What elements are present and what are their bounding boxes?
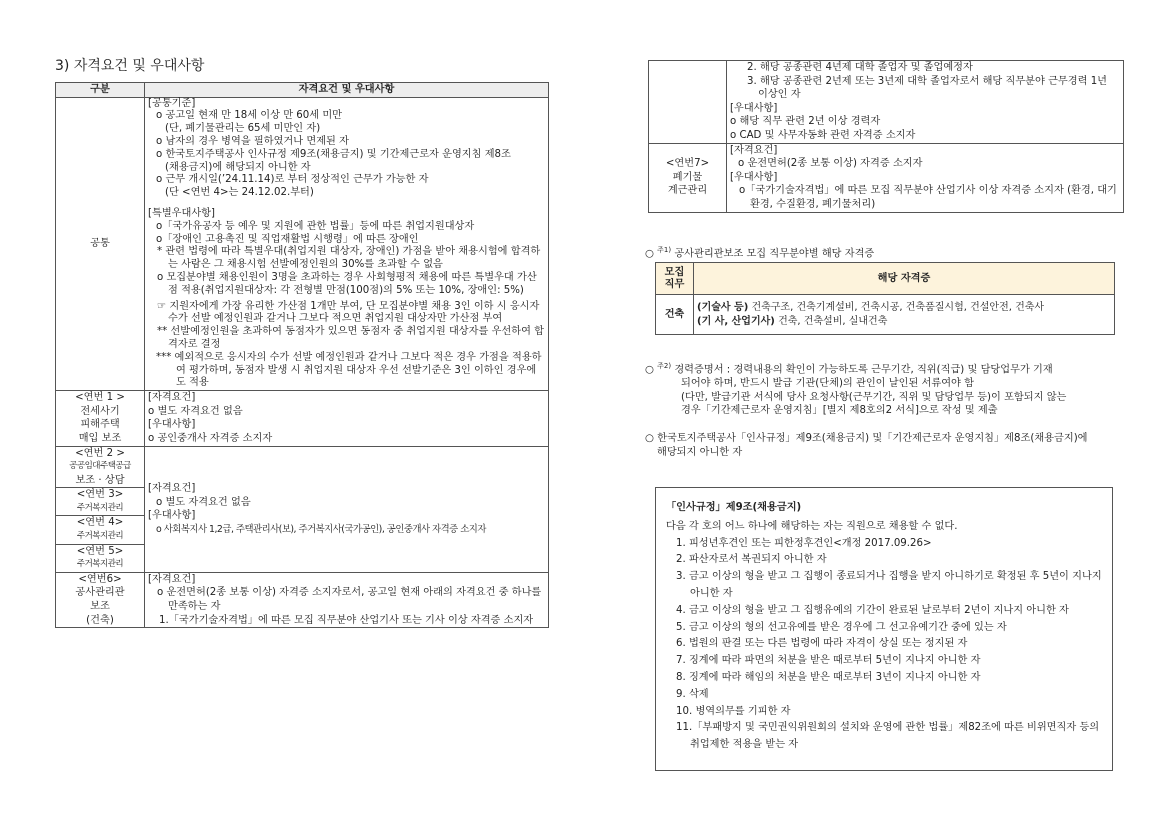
header-requirements: 자격요건 및 우대사항 (145, 83, 549, 98)
cert-header-field: 모집 직무 (656, 263, 694, 295)
box-item: 8. 징계에 따라 해임의 처분을 받은 때로부터 3년이 지나지 아니한 자 (676, 671, 981, 683)
note2: ○ $^{주2)}$ 경력증명서 : 경력내용의 확인이 가능하도록 근무기간, 직위(직급) 및 담당업무가 기재 되어야 하며, 반드시 발급 기관(단체)의 관인이 날인된 서류여야 함 (다만, 발급기관 서식에 당사 요청사항(근무기간, 직위 및 담당업무 등)이 포함되지 않는 경우「기간제근로자 운영지침」[별지 제8호의2 서식]으로 작성 및 제출 (645, 362, 1067, 417)
row1-content: [자격요건] o 별도 자격요건 없음 [우대사항] o 공인중개사 자격증 소지자 (145, 391, 549, 446)
row4-label: <연번 4> 주거복지관리 (56, 516, 145, 544)
row3-label: <연번 3> 주거복지관리 (56, 488, 145, 516)
box-item: 4. 금고 이상의 형을 받고 그 집행유예의 기간이 완료된 날로부터 2년이 지나지 아니한 자 (676, 604, 1069, 616)
row5-label: <연번 5> 주거복지관리 (56, 544, 145, 572)
note1 (645, 244, 874, 261)
note1-text: 공사관리관보조 모집 직무분야별 해당 자격증 (674, 248, 875, 260)
box-item: 1. 피성년후견인 또는 피한정후견인<개정 2017.09.26> (676, 537, 932, 549)
row6-label: <연번6> 공사관리관 보조 (건축) (56, 572, 145, 627)
box-item: 6. 법원의 판결 또는 다른 법령에 따라 자격이 상실 또는 정지된 자 (676, 638, 968, 650)
note3: ○ 한국토지주택공사「인사규정」제9조(채용금지) 및「기간제근로자 운영지침」제8조(채용금지)에 해당되지 아니한 자 (645, 433, 1088, 458)
cert-header-certs: 해당 자격증 (694, 263, 1115, 295)
row6-cont-label (649, 61, 727, 144)
row2-5-content: [자격요건] o 별도 자격요건 없음 [우대사항] o 사회복지사 1,2급, 주택관리사(보), 주거복지사(국가공인), 공인중개사 자격증 소지자 (145, 446, 549, 572)
row7-content: [자격요건] o 운전면허(2종 보통 이상) 자격증 소지자 [우대사항] o「국가기술자격법」에 따른 모집 직무분야 산업기사 이상 자격증 소지자 (환경, 대기환경, 수질환경, 폐기물처리) (727, 143, 1124, 212)
box-intro: 다음 각 호의 어느 하나에 해당하는 자는 직원으로 채용할 수 없다. (666, 520, 958, 532)
box-item: 10. 병역의무를 기피한 자 (676, 705, 791, 717)
box-item: 2. 파산자로서 복권되지 아니한 자 (676, 554, 827, 566)
box-title: 「인사규정」제9조(채용금지) (666, 502, 802, 513)
box-item: 5. 금고 이상의 형의 선고유예를 받은 경우에 그 선고유예기간 중에 있는 자 (676, 621, 1007, 633)
row6-cont-content: 2. 해당 공종관련 4년제 대학 졸업자 및 졸업예정자 3. 해당 공종관련 2년제 또는 3년제 대학 졸업자로서 해당 직무분야 근무경력 1년 이상인 자 [우대사항] o 해당 직무 관련 2년 이상 경력자 o CAD 및 사무자동화 관련 자격증 소지자 (727, 61, 1124, 144)
hiring-ban-box (655, 487, 1113, 771)
box-item: 7. 징계에 따라 파면의 처분을 받은 때로부터 5년이 지나지 아니한 자 (676, 655, 981, 667)
box-item: 3. 금고 이상의 형을 받고 그 집행이 종료되거나 집행을 받지 아니하기로 확정된 후 5년이 지나지 아니한 자 (676, 571, 1102, 599)
certificate-table (655, 262, 1115, 335)
note1-mark: ○ (645, 248, 654, 260)
section-title: 3) 자격요건 및 우대사항 (55, 58, 205, 74)
row6-content: [자격요건] o 운전면허(2종 보통 이상) 자격증 소지자로서, 공고일 현재 아래의 자격요건 중 하나를 만족하는 자 1.「국가기술자격법」에 따른 모집 직무분야 산업기사 또는 기사 이상 자격증 소지자 (145, 572, 549, 627)
cert-list: (기술사 등) 건축구조, 건축기계설비, 건축시공, 건축품질시험, 건설안전, 건축사 (기 사, 산업기사) 건축, 건축설비, 실내건축 (694, 295, 1115, 335)
common-label: 공통 (56, 97, 145, 391)
qualification-table (55, 82, 549, 628)
header-category: 구분 (56, 83, 145, 98)
box-item: 9. 삭제 (676, 688, 709, 700)
note1-sup: 주1) (657, 246, 672, 254)
row2-label: <연번 2 > 공공임대주택공급 보조 · 상담 (56, 446, 145, 488)
continuation-table (648, 60, 1124, 213)
common-content: [공통기준] o 공고일 현재 만 18세 이상 만 60세 미만 (단, 폐기물관리는 65세 미만인 자) o 남자의 경우 병역을 필하였거나 면제된 자 o 한국토지주택공사 인사규정 제9조(채용금지) 및 기간제근로자 운영지침 제8조 (채용금지)에 해당되지 아니한 자 o 근무 개시일(’24.11.14)로 부터 정상적인 근무가 가능한 자 (단 <연번 4>는 24.12.02.부터) [특별우대사항] o「국가유공자 등 예우 및 지원에 관한 법률」등에 따른 취업지원대상자 o「장애인 고용촉진 및 직업재활법 시행령」에 따른 장애인 * 관련 법령에 따라 특별우대(취업지원 대상자, 장애인) 가점을 받아 채용시험에 합격하는 사람은 그 채용시험 선발예정인원의 30%를 초과할 수 없음 o 모집분야별 채용인원이 3명을 초과하는 경우 사회형평적 채용에 따른 특별우대 가산점 적용(취업지원대상자: 각 전형별 만점(100점)의 5% 또는 10%, 장애인: 5%) ☞ 지원자에게 가장 유리한 가산점 1개만 부여, 단 모집분야별 채용 3인 이하 시 응시자 수가 선발 예정인원과 같거나 그보다 적으면 취업지원 대상자만 가산점 부여 ** 선발예정인원을 초과하여 동점자가 있으면 동점자 중 취업지원 대상자를 우선하여 합격자로 결정 *** 예외적으로 응시자의 수가 선발 예정인원과 같거나 그보다 적은 경우 가점을 적용하여 평가하며, 동점자 발생 시 취업지원 대상자 우선 선발기준은 3인 이하인 경우에도 적용 (145, 97, 549, 391)
row7-label: <연번7> 폐기물 계근관리 (649, 143, 727, 212)
box-item: 11.「부패방지 및 국민권익위원회의 설치와 운영에 관한 법률」제82조에 따른 비위면직자 등의 취업제한 적용을 받는 자 (676, 722, 1100, 751)
cert-field: 건축 (656, 295, 694, 335)
row1-label: <연번 1 > 전세사기 피해주택 매입 보조 (56, 391, 145, 446)
